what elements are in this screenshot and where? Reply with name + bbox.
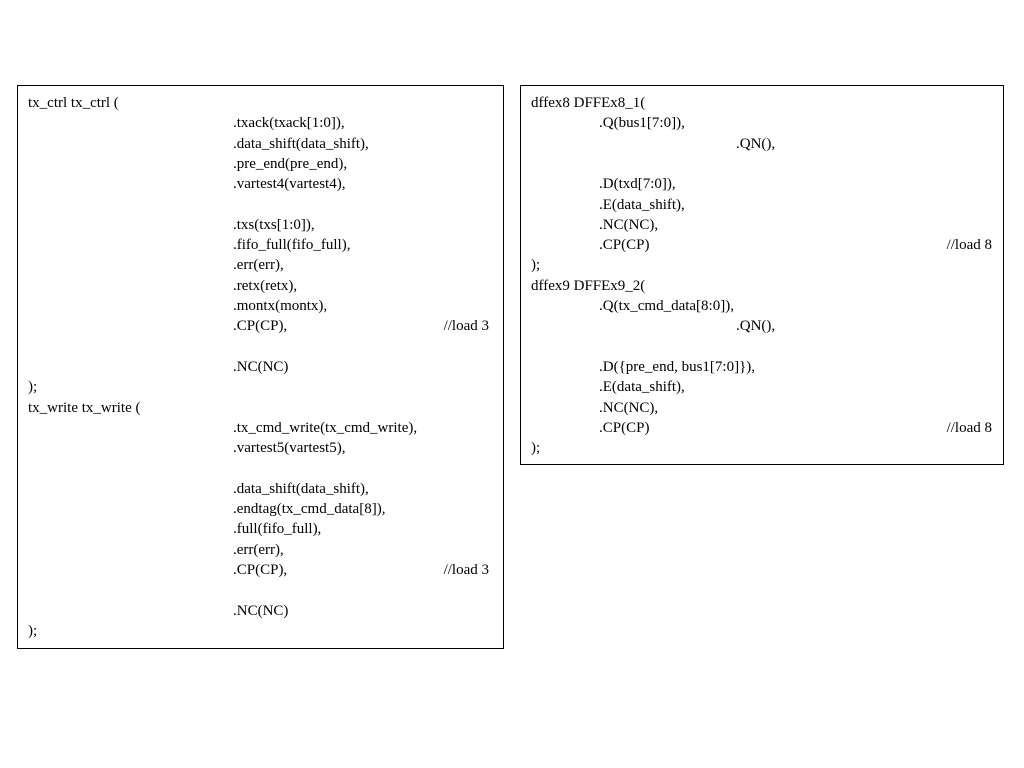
code-line: .err(err), (233, 541, 284, 558)
code-line: .Q(tx_cmd_data[8:0]), (599, 298, 734, 314)
code-line: .pre_end(pre_end), (233, 155, 348, 172)
code-line: .D(txd[7:0]), (599, 176, 676, 193)
code-line: .QN(), (736, 318, 776, 335)
code-line: .data_shift(data_shift), (233, 480, 369, 497)
code-line: .CP(CP) (599, 419, 650, 436)
code-line: .err(err), (233, 257, 284, 274)
code-line: ); (531, 440, 541, 457)
code-line: .Q(bus1[7:0]), (599, 115, 685, 132)
code-comment: //load 8 (946, 237, 992, 254)
code-line: .endtag(tx_cmd_data[8]), (233, 501, 386, 517)
code-line: .NC(NC) (233, 358, 289, 375)
code-line: ); (28, 622, 38, 639)
code-line: .montx(montx), (233, 298, 328, 314)
code-line: ); (531, 257, 541, 274)
code-line: .txs(txs[1:0]), (233, 216, 315, 233)
code-comment: //load 3 (443, 561, 489, 578)
code-line: .vartest5(vartest5), (233, 440, 346, 457)
code-line: .tx_cmd_write(tx_cmd_write), (233, 419, 418, 436)
right-code-panel (520, 85, 1004, 465)
code-line: tx_ctrl tx_ctrl ( (28, 95, 119, 111)
code-line: dffex9 DFFEx9_2( (531, 277, 646, 294)
code-line: .vartest4(vartest4), (233, 176, 346, 193)
code-line: dffex8 DFFEx8_1( (531, 95, 646, 111)
code-line: .NC(NC), (599, 216, 659, 233)
code-line: .fifo_full(fifo_full), (233, 237, 351, 254)
code-line: .QN(), (736, 135, 776, 152)
code-line: .E(data_shift), (599, 379, 685, 396)
code-line: .txack(txack[1:0]), (233, 115, 345, 132)
code-line: .NC(NC) (233, 602, 289, 619)
code-line: .data_shift(data_shift), (233, 135, 369, 152)
code-comment: //load 8 (946, 419, 992, 436)
left-code-panel (17, 85, 504, 649)
code-line: tx_write tx_write ( (28, 399, 141, 416)
code-line: ); (28, 379, 38, 396)
code-line: .CP(CP), (233, 561, 288, 578)
code-line: .CP(CP), (233, 318, 288, 335)
code-line: .full(fifo_full), (233, 521, 322, 538)
code-line: .NC(NC), (599, 399, 659, 416)
code-line: .retx(retx), (233, 277, 298, 294)
code-line: .D({pre_end, bus1[7:0]}), (599, 358, 756, 375)
code-comment: //load 3 (443, 318, 489, 335)
code-line: .E(data_shift), (599, 196, 685, 213)
code-line: .CP(CP) (599, 237, 650, 254)
